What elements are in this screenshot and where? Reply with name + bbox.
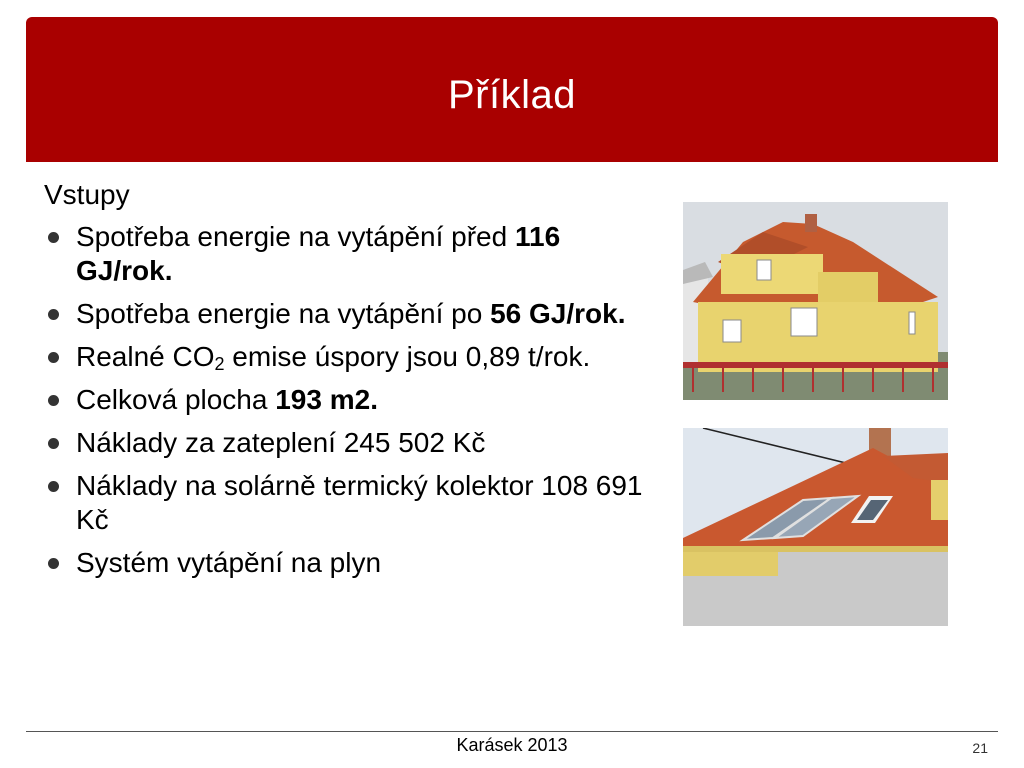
slide-title: Příklad: [448, 73, 576, 117]
roof-image: [683, 428, 948, 626]
bullet-item: [44, 220, 644, 288]
footer-divider: [26, 731, 998, 732]
house-photo: [683, 202, 948, 400]
bullet-text: Spotřeba energie na vytápění po: [76, 298, 491, 329]
bullet-item: [44, 297, 644, 331]
bullet-bold-value: 56 GJ/rok.: [490, 298, 626, 329]
bullet-text: emise úspory jsou 0,89 t/rok.: [224, 341, 591, 372]
page-number: 21: [972, 740, 988, 756]
bullet-text: Náklady na solárně termický kolektor 108 691 Kč: [76, 470, 643, 535]
roof-photo: [683, 428, 948, 626]
bullet-item: [44, 340, 644, 374]
bullet-item: [44, 426, 644, 460]
bullet-text: Systém vytápění na plyn: [76, 547, 382, 578]
bullet-item: [44, 469, 644, 537]
bullet-text: Celková plocha: [76, 384, 276, 415]
bullet-text: Spotřeba energie na vytápění před: [76, 221, 515, 252]
bullet-text: Realné CO: [76, 341, 215, 372]
bullet-item: [44, 546, 644, 580]
section-heading: Vstupy: [44, 179, 130, 210]
footer-author: Karásek 2013: [456, 735, 568, 755]
bullet-bold-value: 193 m2.: [275, 384, 378, 415]
bullet-item: [44, 383, 644, 417]
bullet-text: Náklady za zateplení 245 502 Kč: [76, 427, 486, 458]
title-bar: [26, 17, 998, 162]
house-image: [683, 202, 948, 400]
bullet-bold-value: 116 GJ/rok.: [76, 221, 561, 286]
bullet-subscript: 2: [214, 354, 225, 374]
content-area: [44, 178, 644, 589]
bullet-list: [44, 220, 644, 580]
